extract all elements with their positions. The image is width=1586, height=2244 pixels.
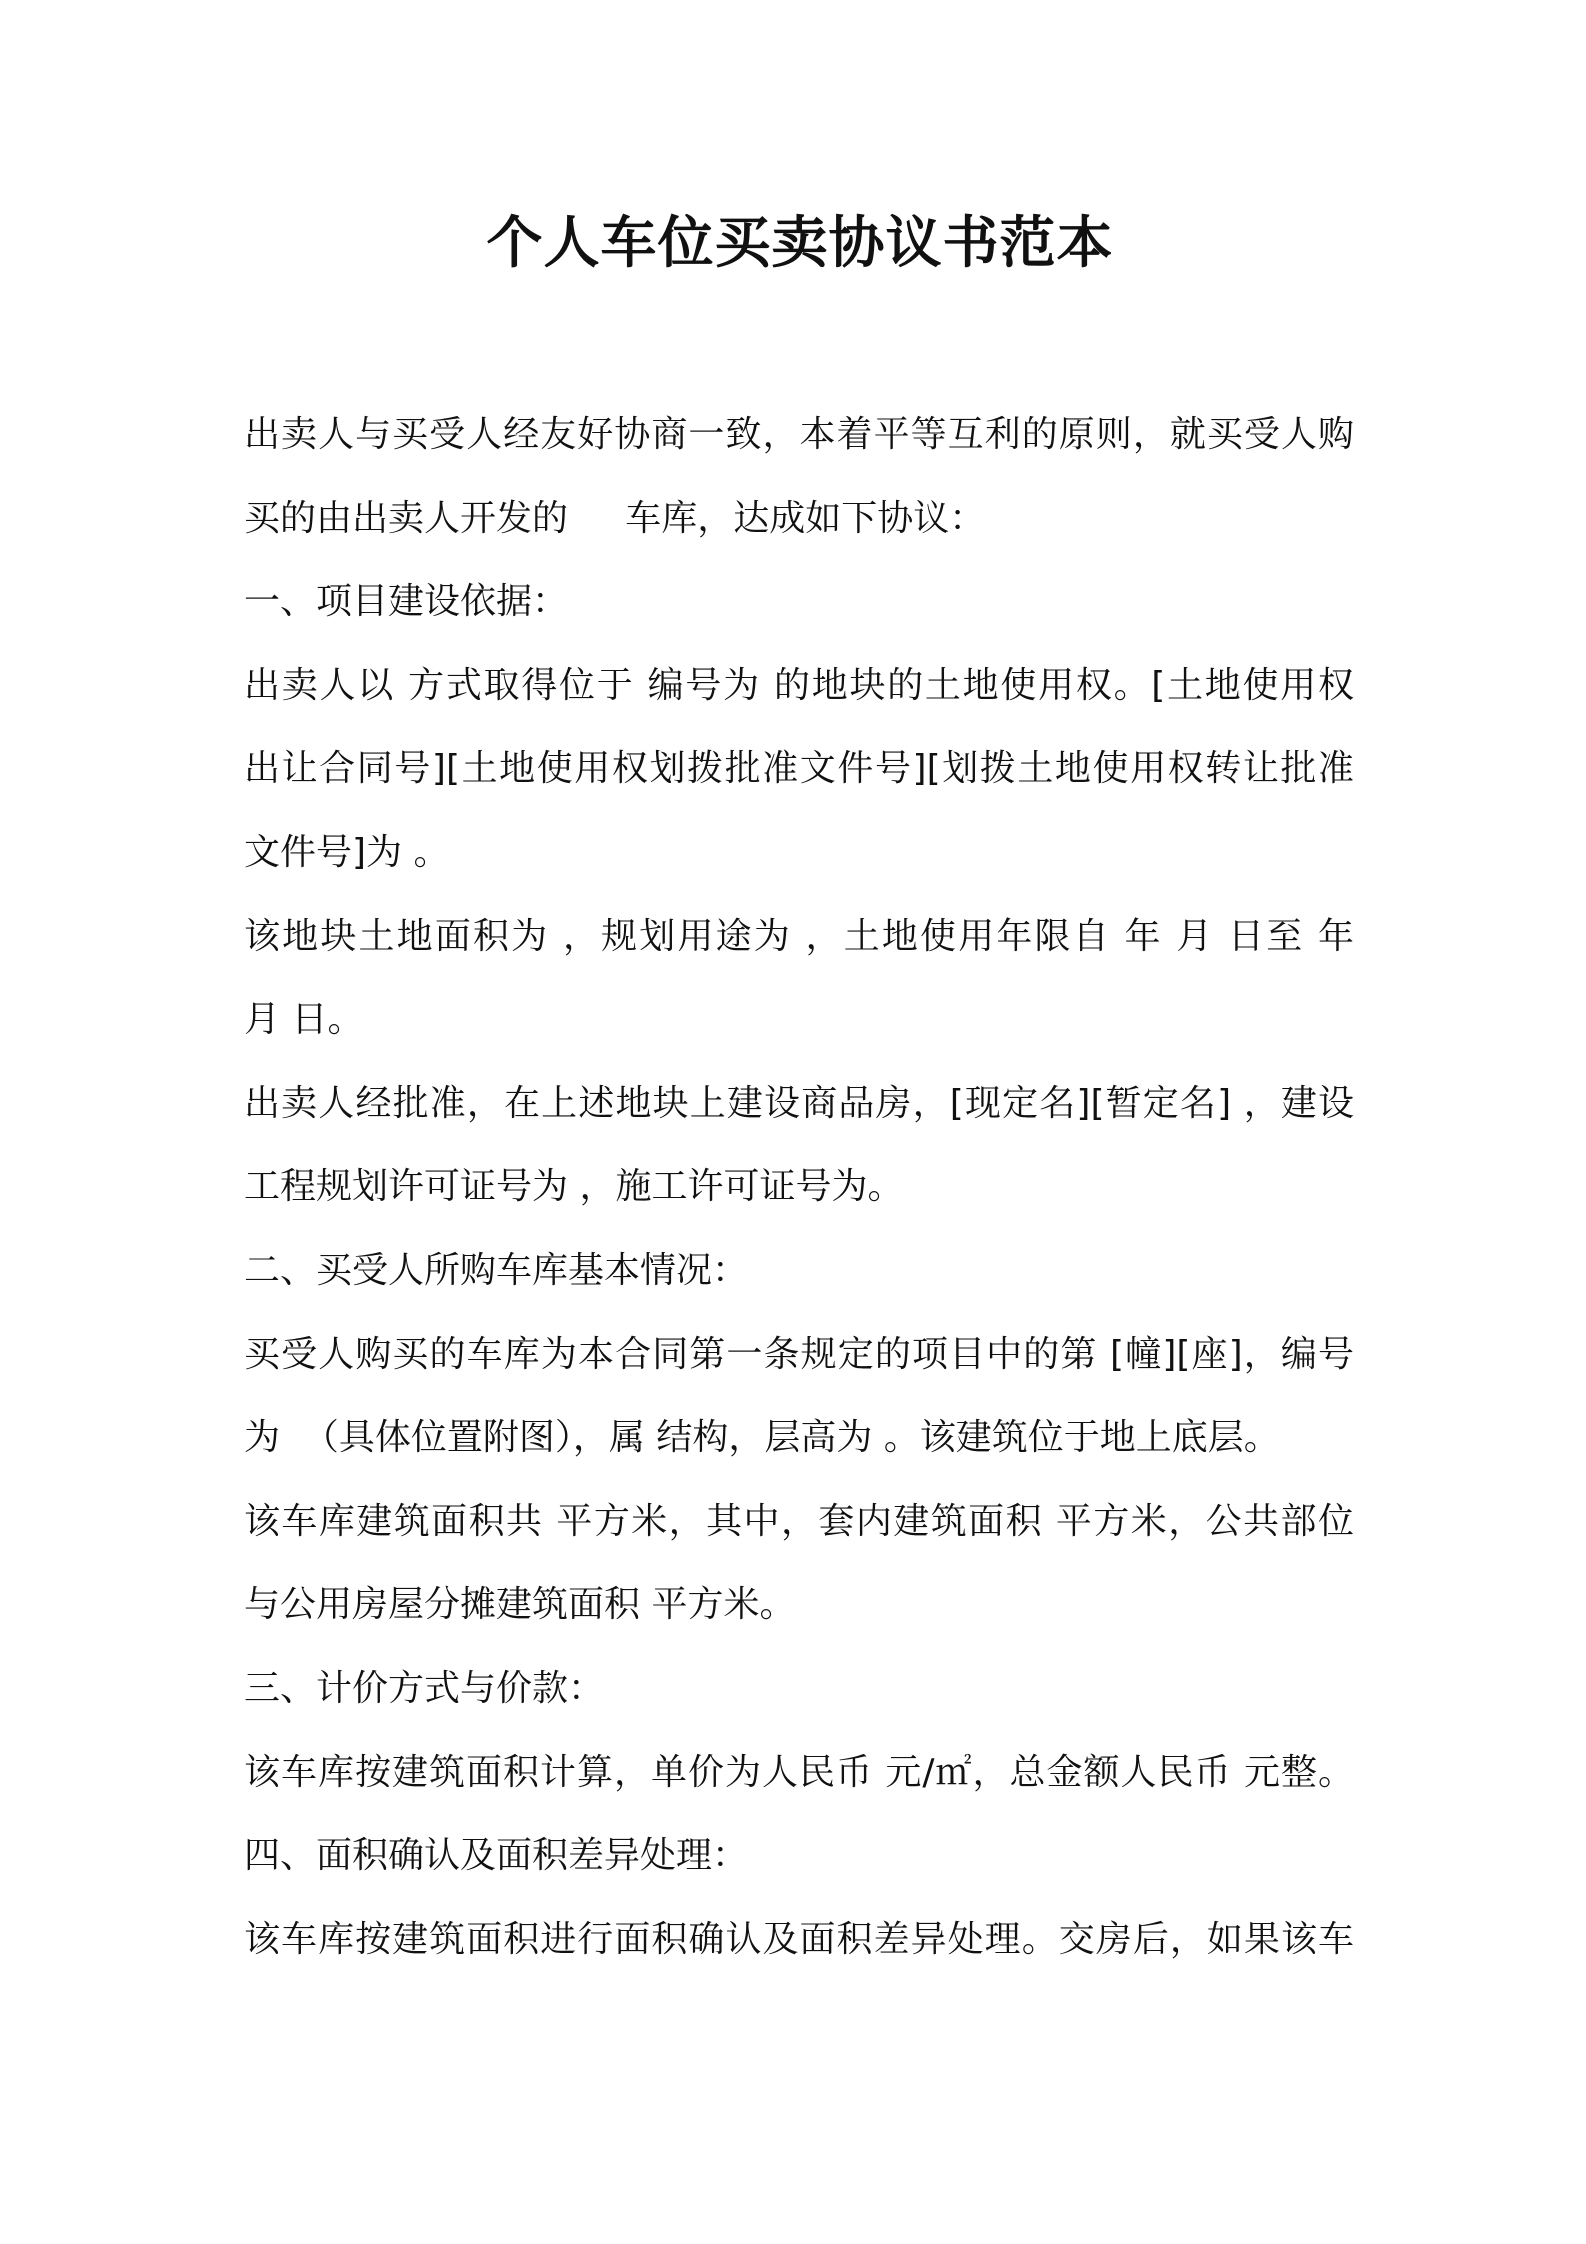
document-line: 出卖人经批准，在上述地块上建设商品房，[现定名][暂定名] ，建设 — [244, 1082, 1354, 1124]
document-line: 出卖人以 方式取得位于 编号为 的地块的土地使用权。[土地使用权 — [244, 664, 1354, 706]
document-title: 个人车位买卖协议书范本 — [486, 211, 1114, 276]
section-paragraph — [244, 644, 1354, 895]
section-3 — [244, 1647, 1354, 1814]
section-heading: 四、面积确认及面积差异处理： — [244, 1835, 749, 1877]
document-line: 出卖人与买受人经友好协商一致，本着平等互利的原则，就买受人购 — [244, 414, 1354, 455]
document-line: 买受人购买的车库为本合同第一条规定的项目中的第 [幢][座]，编号 — [244, 1333, 1354, 1375]
document-line: 月 日。 — [244, 999, 364, 1041]
document-line: 买的由出卖人开发的 车库，达成如下协议： — [244, 497, 986, 539]
section-paragraph — [244, 895, 1354, 1062]
document-line: 该地块土地面积为 ，规划用途为 ，土地使用年限自 年 月 日至 年 — [244, 915, 1354, 957]
document-line: 出让合同号][土地使用权划拨批准文件号][划拨土地使用权转让批准 — [244, 748, 1354, 790]
document-line: 与公用房屋分摊建筑面积 平方米。 — [244, 1584, 796, 1626]
section-1 — [244, 560, 1354, 1229]
section-heading: 一、项目建设依据： — [244, 581, 569, 623]
document-body — [244, 393, 1354, 1981]
section-heading: 三、计价方式与价款： — [244, 1667, 605, 1709]
document-line: 为 （具体位置附图），属 结构，层高为 。该建筑位于地上底层。 — [244, 1417, 1280, 1459]
section-paragraph — [244, 1731, 1354, 1815]
document-line: 工程规划许可证号为 ，施工许可证号为。 — [244, 1166, 904, 1208]
section-heading: 二、买受人所购车库基本情况： — [244, 1249, 749, 1291]
section-paragraph — [244, 1062, 1354, 1229]
section-paragraph — [244, 1480, 1354, 1647]
section-4 — [244, 1814, 1354, 1981]
document-line: 该车库按建筑面积计算，单价为人民币 元/㎡，总金额人民币 元整。 — [244, 1751, 1354, 1793]
intro-paragraph — [244, 393, 1354, 560]
section-2 — [244, 1229, 1354, 1647]
section-paragraph — [244, 1898, 1354, 1982]
document-line: 该车库按建筑面积进行面积确认及面积差异处理。交房后，如果该车 — [244, 1918, 1354, 1960]
section-paragraph — [244, 1313, 1354, 1480]
document-line: 该车库建筑面积共 平方米，其中，套内建筑面积 平方米，公共部位 — [244, 1500, 1354, 1542]
document-line: 文件号]为 。 — [244, 831, 450, 873]
